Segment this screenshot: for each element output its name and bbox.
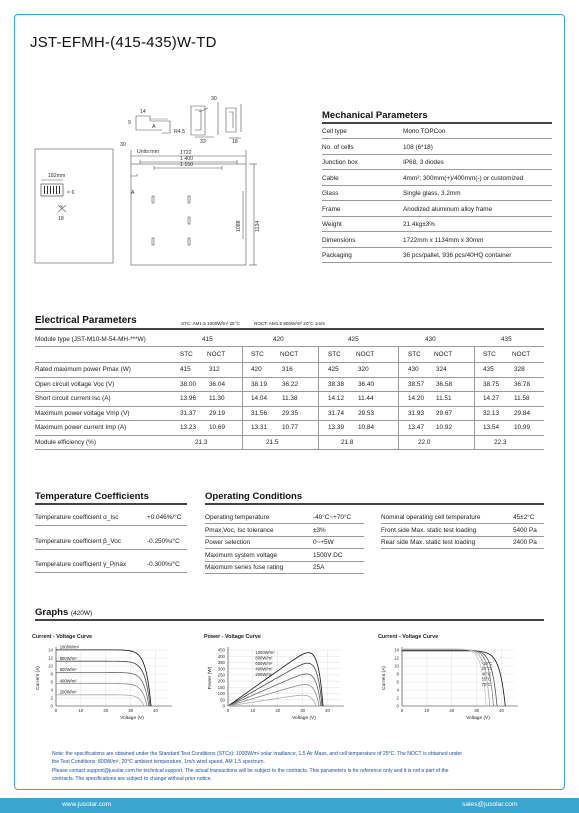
column-divider <box>398 346 399 449</box>
dim-1088: 1088 <box>236 220 242 232</box>
efficiency-label: Module efficiency (%) <box>35 439 96 446</box>
chart-title: Current - Voltage Curve <box>32 634 93 640</box>
operating-key: Front side Max. static test loading <box>381 526 477 534</box>
power-header: 435 <box>501 336 512 343</box>
x-tick-label: 40 <box>325 708 331 713</box>
electrical-cell: 31.93 <box>408 409 424 417</box>
electrical-cell: 420 <box>251 366 262 373</box>
series-label: 40°C <box>481 671 492 677</box>
y-tick-label: 0 <box>50 703 53 709</box>
row-divider <box>35 525 187 526</box>
power-header: 420 <box>273 336 284 343</box>
electrical-cell: 29.53 <box>358 409 374 417</box>
column-divider <box>318 346 319 449</box>
row-divider <box>35 572 187 573</box>
dim-182: 182mm <box>48 173 66 179</box>
dim-radius: R4.5 <box>174 129 185 135</box>
graphs-rule <box>35 619 544 621</box>
y-tick-label: 10 <box>48 663 53 669</box>
row-divider <box>322 231 552 232</box>
y-tick-label: 4 <box>50 687 53 693</box>
y-tick-label: 50 <box>220 697 225 703</box>
series-label: 25°C <box>481 666 492 672</box>
row-divider <box>35 549 187 550</box>
efficiency-value: 21.8 <box>341 439 354 446</box>
dim-x6: × 6 <box>67 190 75 196</box>
series-curve <box>56 695 144 706</box>
electrical-cell: 31.56 <box>251 409 267 417</box>
footer-email-link[interactable]: sales@jusolar.com <box>462 801 518 808</box>
row-divider <box>35 391 544 392</box>
electrical-cell: 14.04 <box>251 395 267 402</box>
y-tick-label: 4 <box>396 687 399 693</box>
electrical-cell: 38.57 <box>408 380 424 388</box>
electrical-cell: 29.84 <box>514 409 530 417</box>
x-tick-label: 20 <box>275 708 281 713</box>
x-tick-label: 30 <box>128 708 134 713</box>
row-divider <box>35 435 544 436</box>
x-tick-label: 10 <box>424 708 430 713</box>
row-divider <box>35 406 544 407</box>
row-divider <box>322 247 552 248</box>
noct-header: NOCT <box>207 351 226 358</box>
temperature-value: -0.300%/°C <box>147 561 180 568</box>
noct-note: NOCT: AM1.5 800W/m² 20°C 1m/s <box>254 321 325 326</box>
dim-1400: 1 400 <box>180 156 193 162</box>
mechanical-key: Weight <box>322 221 342 228</box>
dim-9: 9 <box>128 120 131 126</box>
electrical-key: Maximum power voltage Vmp (V) <box>35 409 130 417</box>
dim-x: × <box>60 204 64 210</box>
mechanical-value: 4mm²; 300mm(+)/400mm(-) or customized <box>403 174 524 182</box>
x-tick-label: 20 <box>449 708 455 713</box>
operating-value: ±3% <box>313 526 326 534</box>
dim-1150: 1 150 <box>180 162 193 168</box>
electrical-cell: 320 <box>358 366 369 373</box>
electrical-cell: 11.51 <box>436 395 452 402</box>
electrical-cell: 11.30 <box>209 395 225 402</box>
iv-chart <box>30 630 190 725</box>
electrical-cell: 38.19 <box>251 380 267 388</box>
mechanical-rule <box>322 122 552 124</box>
row-divider <box>35 377 544 378</box>
y-tick-label: 2 <box>50 695 53 701</box>
electrical-cell: 13.54 <box>483 424 499 431</box>
model-type-label: Module type (JST-M10-M-54-MH-***W) <box>35 336 146 343</box>
electrical-cell: 38.00 <box>180 380 196 388</box>
x-tick-label: 30 <box>300 708 306 713</box>
column-divider <box>242 346 243 449</box>
electrical-cell: 316 <box>282 366 293 373</box>
y-tick-label: 12 <box>394 655 399 661</box>
electrical-cell: 32.13 <box>483 409 499 417</box>
dim-14: 14 <box>140 109 146 115</box>
row-divider <box>322 216 552 217</box>
row-divider <box>35 449 544 450</box>
electrical-cell: 38.75 <box>483 380 499 388</box>
footer-website-link[interactable]: www.jusolar.com <box>62 801 112 808</box>
electrical-cell: 10.77 <box>282 424 298 431</box>
series-curve <box>402 649 486 706</box>
series-label: 1000W/m² <box>255 650 275 655</box>
operating-title: Operating Conditions <box>205 491 303 502</box>
electrical-cell: 425 <box>328 366 339 373</box>
row-divider <box>322 262 552 263</box>
noct-header: NOCT <box>280 351 299 358</box>
electrical-cell: 435 <box>483 366 494 373</box>
operating-key: Nominal operating cell temperature <box>381 514 481 521</box>
electrical-cell: 312 <box>209 366 220 373</box>
note-line: contracts. The specifications are subject to change without prior notice. <box>52 776 212 783</box>
series-label: 200W/m² <box>59 689 77 695</box>
y-tick-label: 250 <box>217 672 225 678</box>
electrical-cell: 430 <box>408 366 419 373</box>
electrical-cell: 11.58 <box>514 395 530 402</box>
note-line: Please contact support@jusolar.com for technical support. The actual transactions will be subject to the contracts. This parameters is for reference only and it is not a part of the <box>52 767 449 774</box>
dim-18-left: 18 <box>58 216 64 222</box>
series-label: 600W/m² <box>255 661 273 666</box>
x-tick-label: 0 <box>54 708 58 713</box>
x-axis-label: Voltage (V) <box>292 716 316 721</box>
row-divider <box>322 185 552 186</box>
electrical-rule <box>35 328 544 330</box>
power-header: 425 <box>348 336 359 343</box>
y-tick-label: 8 <box>396 671 399 677</box>
row-divider <box>381 536 544 537</box>
electrical-cell: 29.67 <box>436 409 452 417</box>
electrical-cell: 31.74 <box>328 409 344 417</box>
mechanical-value: 1722mm x 1134mm x 30mm <box>403 236 484 244</box>
x-tick-label: 30 <box>474 708 480 713</box>
y-tick-label: 14 <box>48 647 53 653</box>
y-tick-label: 14 <box>394 647 399 653</box>
series-label: 400W/m² <box>59 678 77 684</box>
electrical-cell: 10.84 <box>358 424 374 431</box>
operating-value: 0~+5W <box>313 539 334 546</box>
stc-header: STC <box>251 351 264 358</box>
electrical-cell: 328 <box>514 366 525 373</box>
mechanical-key: No. of cells <box>322 143 354 151</box>
y-tick-label: 200 <box>217 678 225 684</box>
operating-value: 1500V DC <box>313 551 343 559</box>
graphs-subtitle: (420W) <box>70 610 93 617</box>
y-tick-label: 400 <box>217 653 225 659</box>
mechanical-key: Frame <box>322 205 341 213</box>
operating-key: Pmax,Voc, Isc tolerance <box>205 526 274 534</box>
series-label: 800W/m² <box>255 655 273 661</box>
x-tick-label: 0 <box>226 708 230 713</box>
operating-value: -40°C~+70°C <box>313 514 352 521</box>
electrical-cell: 13.96 <box>180 395 196 402</box>
y-tick-label: 0 <box>396 703 399 709</box>
row-divider <box>35 346 544 347</box>
mechanical-key: Junction box <box>322 159 358 166</box>
power-header: 415 <box>202 336 213 343</box>
pv-chart <box>202 630 362 725</box>
stc-header: STC <box>408 351 421 358</box>
units-label: Units:mm <box>137 149 159 155</box>
series-label: 1000W/m² <box>59 644 80 650</box>
y-tick-label: 10 <box>394 663 399 669</box>
footer-bar <box>0 798 579 813</box>
electrical-cell: 31.37 <box>180 409 196 417</box>
operating-key: Operating temperature <box>205 514 270 521</box>
efficiency-value: 21.5 <box>266 439 279 446</box>
electrical-cell: 36.78 <box>514 380 530 388</box>
mechanical-key: Packaging <box>322 252 352 259</box>
electrical-key: Short circuit current Isc (A) <box>35 395 111 402</box>
electrical-cell: 36.04 <box>209 380 225 388</box>
series-label: -10°C <box>481 661 493 666</box>
y-tick-label: 6 <box>396 679 399 685</box>
y-tick-label: 300 <box>217 666 225 672</box>
module-drawing <box>0 0 300 290</box>
note-line: the Test Conditions: 800W/m², 20°C ambient temperature, 1m/s wind speed, AM 1.5 spectrum. <box>52 759 265 766</box>
dim-18: 18 <box>232 139 238 145</box>
row-divider <box>322 200 552 201</box>
efficiency-value: 22.0 <box>418 439 431 446</box>
y-tick-label: 6 <box>50 679 53 685</box>
noct-header: NOCT <box>512 351 531 358</box>
row-divider <box>381 548 544 549</box>
stc-header: STC <box>483 351 496 358</box>
electrical-cell: 13.23 <box>180 424 196 431</box>
graphs-title <box>35 607 92 618</box>
electrical-cell: 415 <box>180 366 191 373</box>
it-chart <box>376 630 536 725</box>
chart-title: Power - Voltage Curve <box>204 634 261 640</box>
y-tick-label: 350 <box>217 660 225 666</box>
series-label: 200W/m² <box>255 672 273 677</box>
operating-key: Maximum series fuse rating <box>205 564 284 571</box>
mechanical-value: Anodized aluminum alloy frame <box>403 205 493 213</box>
dim-30: 30 <box>120 142 126 148</box>
y-tick-label: 8 <box>50 671 53 677</box>
row-divider <box>322 169 552 170</box>
electrical-key: Maximum power current Imp (A) <box>35 424 127 431</box>
series-label: 70°C <box>481 681 492 687</box>
electrical-title: Electrical Parameters <box>35 315 137 326</box>
electrical-key: Open circuit voltage Voc (V) <box>35 380 115 388</box>
power-header: 430 <box>425 336 436 343</box>
operating-key: Maximum system voltage <box>205 551 278 559</box>
series-curve <box>228 674 321 706</box>
y-tick-label: 150 <box>217 684 225 690</box>
y-axis-label: Current (A) <box>382 666 387 690</box>
series-label: 600W/m² <box>59 667 77 673</box>
row-divider <box>35 420 544 421</box>
stc-header: STC <box>180 351 193 358</box>
electrical-cell: 10.69 <box>209 424 225 431</box>
y-axis-label: Current (A) <box>36 666 41 690</box>
electrical-cell: 36.22 <box>282 380 298 388</box>
operating-value: 45±2°C <box>513 514 535 521</box>
mechanical-value: 21.4kg±3% <box>403 221 435 228</box>
mechanical-key: Cable <box>322 174 339 182</box>
x-tick-label: 10 <box>250 708 256 713</box>
note-line: Note: the specifications are obtained under the Standard Test Conditions (STCs): 1000W/m² solar irradiance, 1.5 Air Mass, and cell temperature of 25°C. The NOCT is obtained under <box>52 751 463 757</box>
chart-title: Current - Voltage Curve <box>378 634 439 640</box>
x-tick-label: 40 <box>499 708 505 713</box>
x-axis-label: Voltage (V) <box>466 716 490 721</box>
notes <box>52 750 552 784</box>
dim-1722: 1722 <box>180 150 192 156</box>
temperature-rule <box>35 503 187 505</box>
temperature-key: Temperature coefficient α_Isc <box>35 514 119 521</box>
column-divider <box>474 346 475 449</box>
electrical-cell: 14.12 <box>328 395 344 402</box>
electrical-cell: 29.19 <box>209 409 225 417</box>
y-tick-label: 450 <box>217 647 225 653</box>
series-label: 800W/m² <box>59 656 77 661</box>
row-divider <box>322 154 552 155</box>
row-divider <box>205 523 364 524</box>
mechanical-key: Cell type <box>322 128 347 135</box>
x-tick-label: 40 <box>153 708 159 713</box>
electrical-cell: 10.92 <box>436 424 452 431</box>
page-title: JST-EFMH-(415-435)W-TD <box>30 34 217 51</box>
y-tick-label: 12 <box>48 655 53 661</box>
mechanical-key: Dimensions <box>322 236 356 244</box>
x-tick-label: 0 <box>400 708 404 713</box>
drawing-letter-a: A <box>131 190 135 196</box>
mechanical-title: Mechanical Parameters <box>322 110 428 121</box>
mechanical-value: 108 (6*18) <box>403 143 433 151</box>
temperature-value: -0.250%/°C <box>147 537 180 545</box>
electrical-cell: 13.39 <box>328 424 344 431</box>
y-tick-label: 0 <box>222 703 225 709</box>
electrical-cell: 36.40 <box>358 380 374 388</box>
mechanical-value: Single glass, 3.2mm <box>403 190 461 197</box>
electrical-key: Rated maximum power Pmax (W) <box>35 366 131 373</box>
electrical-cell: 10.99 <box>514 424 530 431</box>
electrical-cell: 29.35 <box>282 409 298 417</box>
row-divider <box>205 573 364 574</box>
row-divider <box>205 536 364 537</box>
electrical-cell: 11.44 <box>358 395 374 402</box>
operating-value: 2400 Pa <box>513 539 537 546</box>
temperature-value: +0.046%/°C <box>147 514 182 521</box>
dim-33: 33 <box>200 139 206 145</box>
row-divider <box>322 138 552 139</box>
electrical-cell: 13.47 <box>408 424 424 431</box>
mechanical-key: Glass <box>322 190 339 197</box>
electrical-cell: 36.58 <box>436 380 452 388</box>
operating-rule <box>205 503 544 505</box>
x-tick-label: 20 <box>103 708 109 713</box>
y-axis-label: Power (W) <box>208 666 213 690</box>
x-axis-label: Voltage (V) <box>120 716 144 721</box>
series-label: 400W/m² <box>255 666 273 672</box>
electrical-cell: 14.27 <box>483 395 499 402</box>
efficiency-value: 21.3 <box>195 439 208 446</box>
row-divider <box>205 548 364 549</box>
row-divider <box>205 561 364 562</box>
x-tick-label: 10 <box>78 708 84 713</box>
mechanical-value: 36 pcs/pallet, 936 pcs/40HQ container <box>403 252 512 259</box>
temperature-key: Temperature coefficient γ_Pmax <box>35 561 127 568</box>
electrical-cell: 13.31 <box>251 424 267 431</box>
series-label: 55°C <box>481 676 492 682</box>
graphs-title-text: Graphs <box>35 607 69 618</box>
mechanical-value: Mono TOPCon <box>403 128 446 135</box>
y-tick-label: 2 <box>396 695 399 701</box>
row-divider <box>381 523 544 524</box>
noct-header: NOCT <box>434 351 453 358</box>
electrical-cell: 11.38 <box>282 395 298 402</box>
efficiency-value: 22.3 <box>494 439 507 446</box>
temperature-title: Temperature Coefficients <box>35 491 149 502</box>
mechanical-value: IP68, 3 diodes <box>403 159 444 166</box>
operating-value: 25A <box>313 564 325 571</box>
row-divider <box>35 362 544 363</box>
temperature-key: Temperature coefficient β_Voc <box>35 537 121 545</box>
profile-letter-a: A <box>152 124 156 130</box>
stc-header: STC <box>328 351 341 358</box>
dim-30-top: 30 <box>211 96 217 102</box>
electrical-cell: 14.20 <box>408 395 424 402</box>
operating-value: 5400 Pa <box>513 526 537 534</box>
stc-note: STC: AM1.5 1000W/m² 25°C <box>181 321 240 326</box>
y-tick-label: 100 <box>217 691 225 697</box>
noct-header: NOCT <box>356 351 375 358</box>
electrical-cell: 324 <box>436 366 447 373</box>
operating-key: Rear side Max. static test loading <box>381 539 476 546</box>
electrical-cell: 38.38 <box>328 380 344 388</box>
operating-key: Power selection <box>205 539 251 546</box>
dim-1134: 1134 <box>255 220 261 232</box>
